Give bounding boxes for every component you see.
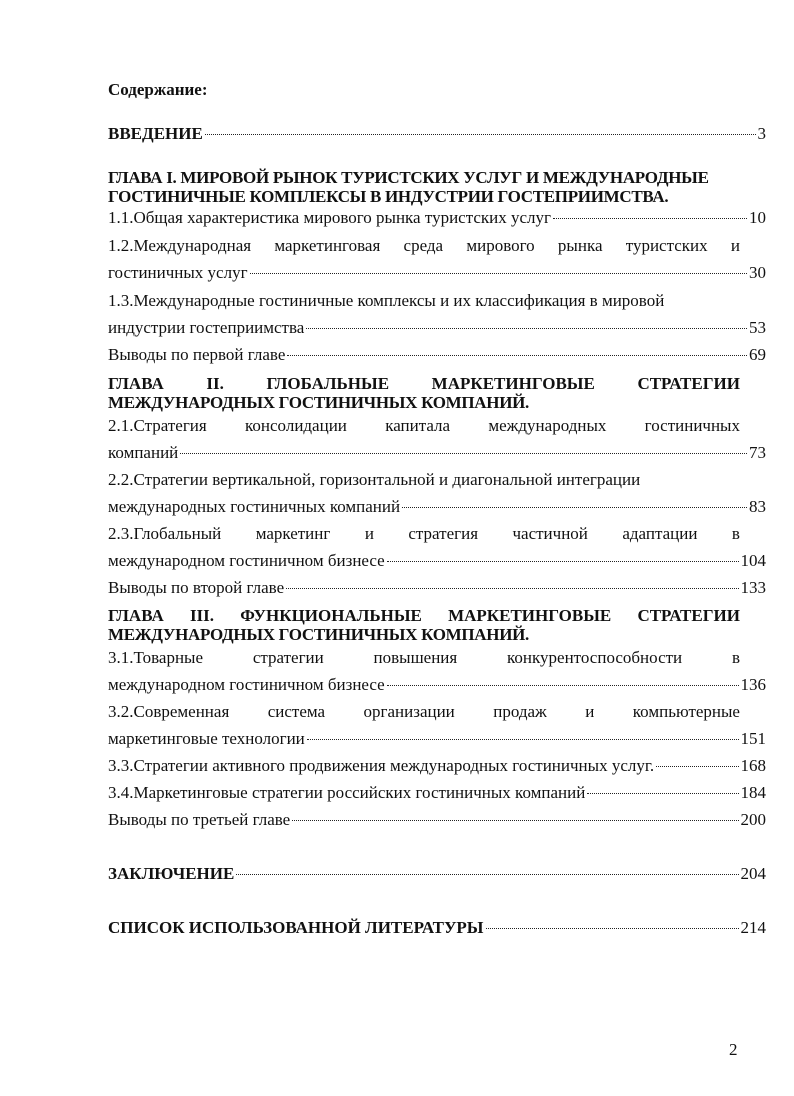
toc-page: 73 [749,443,766,462]
heading-word: ГЛОБАЛЬНЫЕ [266,374,390,393]
toc-word: среда [403,236,444,255]
toc-entry-3-2-line1 [108,702,740,722]
toc-entry-2-conclusion [108,578,766,598]
toc-page: 3 [757,124,766,143]
toc-word: 3.2.Современная [108,702,230,721]
dot-leader [205,134,756,135]
toc-page: 10 [749,208,766,227]
toc-word: и [730,236,740,255]
toc-entry-3-1-line2 [108,675,766,695]
dot-leader [656,766,738,767]
dot-leader [553,218,747,219]
chapter-heading-line: МЕЖДУНАРОДНЫХ ГОСТИНИЧНЫХ КОМПАНИЙ. [108,625,529,644]
toc-word: в [731,648,740,667]
toc-word: в [731,524,740,543]
chapter-heading-line: ГЛАВА I. МИРОВОЙ РЫНОК ТУРИСТСКИХ УСЛУГ И МЕЖДУНАРОДНЫЕ [108,168,709,187]
toc-word: рынка [557,236,603,255]
toc-entry-1-3-line2 [108,318,766,338]
toc-entry-2-3-line2 [108,551,766,571]
dot-leader [287,355,747,356]
contents-title: Содержание: [108,80,208,99]
toc-label: индустрии гостеприимства [108,318,305,337]
toc-word: гостиничных [644,416,740,435]
toc-page: 83 [749,497,766,516]
toc-word: конкурентоспособности [507,648,683,667]
chapter-heading-line: МЕЖДУНАРОДНЫХ ГОСТИНИЧНЫХ КОМПАНИЙ. [108,393,529,412]
toc-label: 3.4.Маркетинговые стратегии российских гостиничных компаний [108,783,586,802]
toc-word: международных [488,416,607,435]
toc-page: 214 [740,918,766,937]
toc-entry-3-conclusion [108,810,766,830]
toc-word: стратегия [408,524,479,543]
toc-word: стратегии [252,648,324,667]
toc-label: Выводы по первой главе [108,345,286,364]
toc-label: гостиничных услуг [108,263,248,282]
heading-word: ФУНКЦИОНАЛЬНЫЕ [240,606,422,625]
dot-leader [402,507,747,508]
toc-entry-intro [108,124,766,144]
toc-entry-2-2-line2 [108,497,766,517]
page-number: 2 [729,1040,738,1059]
toc-label: маркетинговые технологии [108,729,305,748]
toc-label: международном гостиничном бизнесе [108,551,385,570]
toc-word: продаж [493,702,547,721]
heading-word: МАРКЕТИНГОВЫЕ [448,606,612,625]
heading-word: ГЛАВА [108,374,164,393]
toc-entry-conclusion [108,864,766,884]
dot-leader [387,561,739,562]
toc-word: туристских [625,236,708,255]
toc-entry-3-4 [108,783,766,803]
toc-word: 2.1.Стратегия [108,416,207,435]
toc-page: 133 [740,578,766,597]
dot-leader [236,874,738,875]
toc-label: международном гостиничном бизнесе [108,675,385,694]
toc-label: 3.3.Стратегии активного продвижения международных гостиничных услуг. [108,756,655,775]
chapter-heading-line [108,374,740,393]
dot-leader [292,820,738,821]
toc-label: международных гостиничных компаний [108,497,401,516]
heading-word: МАРКЕТИНГОВЫЕ [431,374,595,393]
toc-word: адаптации [622,524,698,543]
dot-leader [307,739,739,740]
toc-page: 69 [749,345,766,364]
toc-word: повышения [373,648,458,667]
toc-page: 151 [740,729,766,748]
chapter-heading-2 [108,374,740,412]
toc-entry-1-1 [108,208,766,228]
toc-label: СПИСОК ИСПОЛЬЗОВАННОЙ ЛИТЕРАТУРЫ [108,918,484,937]
toc-entry-3-3 [108,756,766,776]
toc-entry-references [108,918,766,938]
toc-page: 30 [749,263,766,282]
toc-page: 184 [740,783,766,802]
toc-word: маркетинг [255,524,331,543]
toc-entry-1-2-line1 [108,236,740,256]
toc-label: Выводы по третьей главе [108,810,291,829]
chapter-heading-line: ГОСТИНИЧНЫЕ КОМПЛЕКСЫ В ИНДУСТРИИ ГОСТЕПРИИМСТВА. [108,187,669,206]
heading-word: ГЛАВА [108,606,164,625]
toc-entry-2-2-line1: 2.2.Стратегии вертикальной, горизонтальной и диагональной интеграции [108,470,641,489]
toc-page: 200 [740,810,766,829]
toc-word: консолидации [245,416,347,435]
toc-entry-1-conclusion [108,345,766,365]
toc-entry-2-1-line1 [108,416,740,436]
heading-word: III. [189,606,215,625]
toc-entry-2-3-line1 [108,524,740,544]
dot-leader [180,453,747,454]
toc-word: 1.2.Международная [108,236,252,255]
toc-word: 2.3.Глобальный [108,524,222,543]
toc-entry-3-2-line2 [108,729,766,749]
heading-word: II. [206,374,224,393]
toc-word: маркетинговая [274,236,381,255]
toc-page: 53 [749,318,766,337]
toc-label: Выводы по второй главе [108,578,285,597]
toc-word: и [585,702,595,721]
chapter-heading-1 [108,168,740,206]
toc-word: капитала [385,416,451,435]
toc-entry-1-2-line2 [108,263,766,283]
heading-word: СТРАТЕГИИ [637,606,740,625]
toc-label: 1.1.Общая характеристика мирового рынка туристских услуг [108,208,551,227]
toc-word: компьютерные [632,702,740,721]
dot-leader [306,328,747,329]
toc-entry-2-1-line2 [108,443,766,463]
toc-page: 204 [740,864,766,883]
toc-page: 136 [740,675,766,694]
toc-word: частичной [512,524,588,543]
toc-word: мирового [466,236,535,255]
dot-leader [286,588,738,589]
toc-entry-3-1-line1 [108,648,740,668]
toc-label: компаний [108,443,179,462]
chapter-heading-3 [108,606,740,644]
toc-word: система [267,702,326,721]
heading-word: СТРАТЕГИИ [637,374,740,393]
chapter-heading-line [108,606,740,625]
toc-page: 104 [740,551,766,570]
toc-word: 3.1.Товарные [108,648,204,667]
dot-leader [587,793,738,794]
toc-label: ЗАКЛЮЧЕНИЕ [108,864,235,883]
toc-label: ВВЕДЕНИЕ [108,124,203,143]
dot-leader [486,928,739,929]
toc-word: организации [363,702,455,721]
toc-entry-1-3-line1: 1.3.Международные гостиничные комплексы и их классификация в мировой [108,291,665,310]
toc-word: и [364,524,374,543]
toc-page: 168 [740,756,766,775]
dot-leader [250,273,747,274]
dot-leader [387,685,739,686]
